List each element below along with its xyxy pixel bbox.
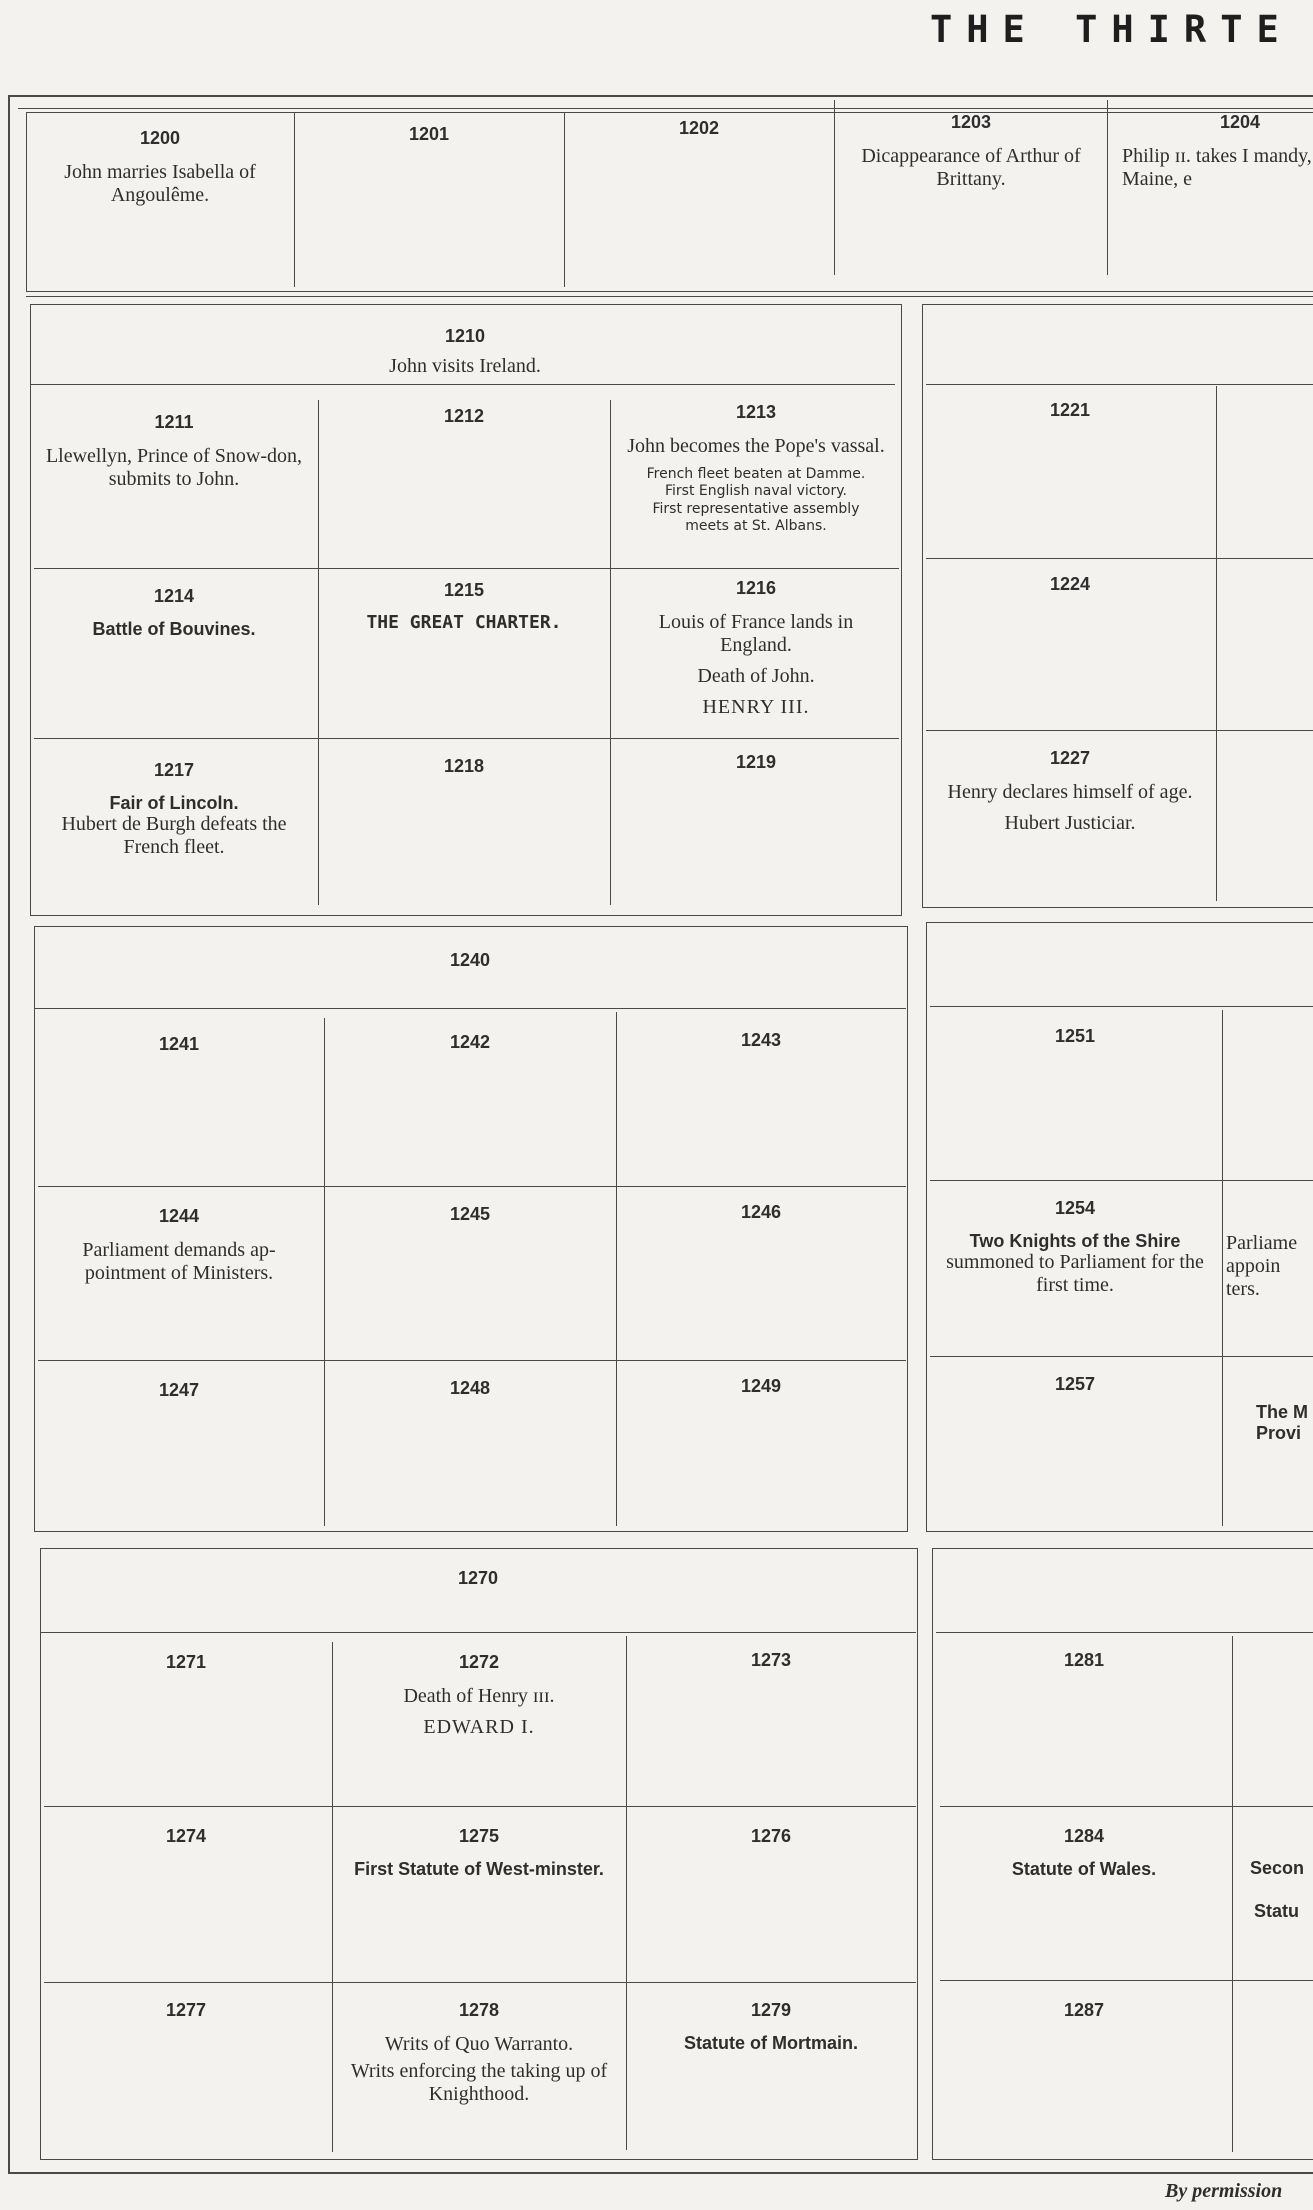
year-label: 1273 — [750, 1650, 792, 1670]
col-rule — [626, 1636, 627, 2150]
year-cell-1257 — [930, 1374, 1220, 1407]
event-text: summoned to Parliament for the first time. — [946, 1251, 1204, 1297]
year-cell-1272 — [334, 1652, 624, 1739]
year-label: 1242 — [449, 1032, 491, 1052]
event-text: Henry declares himself of age. — [947, 780, 1193, 803]
year-label: 1227 — [1049, 748, 1091, 768]
year-cell-1202 — [566, 118, 832, 151]
year-cell-1277 — [42, 2000, 330, 2033]
row1-divider — [294, 112, 295, 287]
year-label: 1281 — [1063, 1650, 1105, 1670]
row-rule — [38, 1186, 906, 1187]
fragment-1255 — [1224, 1232, 1313, 1301]
event-text: Dicappearance of Arthur of Brittany. — [861, 144, 1081, 190]
event-text: Death of John. — [697, 664, 815, 687]
event-note: First representative assembly meets at St. Albans. — [652, 500, 860, 535]
year-label: 1248 — [449, 1378, 491, 1398]
row-rule — [38, 1360, 906, 1361]
event-text: John visits Ireland. — [389, 354, 541, 377]
event-text: Hubert Justiciar. — [1004, 811, 1136, 834]
decade-header-1210 — [30, 326, 900, 378]
year-cell-1217 — [32, 760, 316, 859]
year-label: 1247 — [158, 1380, 200, 1400]
year-cell-1218 — [320, 756, 608, 789]
year-label: 1224 — [1049, 574, 1091, 594]
year-label: 1245 — [449, 1204, 491, 1224]
year-label: 1219 — [735, 752, 777, 772]
row-rule — [930, 1356, 1313, 1357]
year-label: 1271 — [165, 1652, 207, 1672]
year-cell-1249 — [618, 1376, 904, 1409]
year-label: 1215 — [443, 580, 485, 600]
year-cell-1203 — [836, 112, 1106, 191]
reign-label: EDWARD I. — [423, 1715, 535, 1738]
year-cell-1273 — [628, 1650, 914, 1683]
decade-header-1270 — [40, 1568, 916, 1601]
year-cell-1254 — [930, 1198, 1220, 1297]
year-cell-1244 — [36, 1206, 322, 1285]
year-label: 1246 — [740, 1202, 782, 1222]
year-label: 1217 — [153, 760, 195, 780]
year-label: 1218 — [443, 756, 485, 776]
row-rule — [44, 1982, 916, 1983]
row1-divider — [1107, 100, 1108, 275]
event-note: French fleet beaten at Damme. — [646, 465, 866, 482]
event-text: Two Knights of the Shire — [969, 1230, 1181, 1251]
year-label: 1243 — [740, 1030, 782, 1050]
year-cell-1204 — [1110, 112, 1313, 191]
year-label: 1272 — [458, 1652, 500, 1672]
year-label: 1274 — [165, 1826, 207, 1846]
year-cell-1287 — [938, 2000, 1230, 2033]
year-label: 1241 — [158, 1034, 200, 1054]
year-label: 1212 — [443, 406, 485, 426]
event-text: THE GREAT CHARTER. — [366, 611, 562, 633]
year-label: 1211 — [154, 412, 194, 432]
year-cell-1271 — [42, 1652, 330, 1685]
year-label: 1275 — [458, 1826, 500, 1846]
year-label: 1244 — [158, 1206, 200, 1226]
event-text: Llewellyn, Prince of Snow-don, submits to John. — [45, 444, 303, 490]
year-label: 1216 — [735, 578, 777, 598]
decade-header-rule — [40, 1632, 916, 1633]
year-label: 1204 — [1219, 112, 1261, 132]
decade-header-rule — [930, 1006, 1313, 1007]
row-rule — [34, 738, 899, 739]
event-note: First English naval victory. — [665, 483, 847, 500]
year-label: 1214 — [153, 586, 195, 606]
year-label: 1270 — [457, 1568, 499, 1588]
decade-header-rule — [936, 1632, 1313, 1633]
year-cell-1279 — [628, 2000, 914, 2053]
year-cell-1242 — [326, 1032, 614, 1065]
year-label: 1202 — [678, 118, 720, 138]
row1-divider — [834, 100, 835, 275]
row-rule — [34, 568, 899, 569]
year-label: 1221 — [1049, 400, 1091, 420]
year-label: 1277 — [165, 2000, 207, 2020]
event-text: Louis of France lands in England. — [658, 610, 854, 656]
col-rule — [610, 400, 611, 905]
year-label: 1203 — [950, 112, 992, 132]
year-cell-1214 — [32, 586, 316, 639]
event-text: Battle of Bouvines. — [92, 618, 256, 639]
year-cell-1284 — [938, 1826, 1230, 1879]
event-text: Writs enforcing the taking up of Knighthood. — [350, 2059, 608, 2105]
year-label: 1287 — [1063, 2000, 1105, 2020]
year-cell-1221 — [926, 400, 1214, 433]
col-rule — [1216, 386, 1217, 901]
row-rule — [940, 1806, 1313, 1807]
year-cell-1275 — [334, 1826, 624, 1879]
event-text: Death of Henry ɪɪɪ. — [403, 1684, 555, 1707]
event-text: John marries Isabella of Angoulême. — [64, 160, 256, 206]
event-text: Statu — [1254, 1900, 1299, 1921]
row-rule — [930, 1180, 1313, 1181]
year-cell-1224 — [926, 574, 1214, 607]
event-text: Statute of Wales. — [1011, 1858, 1157, 1879]
event-text: Secon — [1250, 1858, 1305, 1878]
year-cell-1248 — [326, 1378, 614, 1411]
col-rule — [1222, 1010, 1223, 1526]
year-cell-1251 — [930, 1026, 1220, 1059]
event-text: Statute of Mortmain. — [684, 2032, 858, 2053]
year-cell-1200 — [30, 128, 290, 207]
event-text: The M Provi — [1256, 1402, 1308, 1443]
event-text: Parliament demands ap-pointment of Ministers. — [82, 1238, 276, 1284]
page-title: THE THIRTE — [930, 8, 1293, 51]
row-rule — [940, 1980, 1313, 1981]
year-label: 1201 — [408, 124, 450, 144]
col-rule — [332, 1642, 333, 2152]
event-text: Hubert de Burgh defeats the French fleet. — [61, 813, 287, 859]
row-rule — [926, 558, 1313, 559]
year-label: 1284 — [1063, 1826, 1105, 1846]
year-label: 1249 — [740, 1376, 782, 1396]
year-label: 1257 — [1054, 1374, 1096, 1394]
reign-label: HENRY III. — [702, 695, 810, 718]
frame-top-rule — [18, 108, 1313, 109]
year-cell-1219 — [614, 752, 898, 785]
col-rule — [324, 1018, 325, 1526]
col-rule — [1232, 1636, 1233, 2152]
year-cell-1246 — [618, 1202, 904, 1235]
year-cell-1215 — [320, 580, 608, 633]
decade-header-1240 — [34, 950, 906, 983]
year-cell-1227 — [926, 748, 1214, 835]
col-rule — [318, 400, 319, 905]
event-text: John becomes the Pope's vassal. — [627, 434, 885, 457]
event-text: Parliame appoin ters. — [1226, 1232, 1298, 1300]
decade-header-rule — [926, 384, 1313, 385]
year-label: 1254 — [1054, 1198, 1096, 1218]
year-cell-1212 — [320, 406, 608, 439]
year-cell-1274 — [42, 1826, 330, 1859]
year-label: 1210 — [444, 326, 486, 346]
row1-divider — [564, 112, 565, 287]
decade-header-rule — [30, 384, 895, 385]
footer-credit: By permission — [1165, 2180, 1283, 2202]
year-label: 1279 — [750, 2000, 792, 2020]
fragment-1258 — [1256, 1402, 1313, 1443]
year-label: 1276 — [750, 1826, 792, 1846]
year-cell-1211 — [32, 412, 316, 491]
year-cell-1243 — [618, 1030, 904, 1063]
year-label: 1251 — [1054, 1026, 1096, 1046]
year-label: 1213 — [735, 402, 777, 422]
event-text: Writs of Quo Warranto. — [384, 2032, 574, 2055]
row1-bottom-rule — [26, 296, 1313, 297]
year-cell-1247 — [36, 1380, 322, 1413]
year-cell-1201 — [296, 124, 562, 157]
col-rule — [616, 1012, 617, 1526]
row-rule — [44, 1806, 916, 1807]
year-label: 1200 — [139, 128, 181, 148]
year-cell-1276 — [628, 1826, 914, 1859]
event-text: Philip ɪɪ. takes I mandy, Maine, e — [1122, 144, 1312, 190]
year-cell-1245 — [326, 1204, 614, 1237]
event-text: First Statute of West-minster. — [354, 1858, 604, 1879]
year-cell-1281 — [938, 1650, 1230, 1683]
year-cell-1213 — [614, 402, 898, 536]
year-label: 1240 — [449, 950, 491, 970]
event-text: Fair of Lincoln. — [109, 792, 239, 813]
year-cell-1278 — [334, 2000, 624, 2106]
year-cell-1241 — [36, 1034, 322, 1067]
fragment-1285 — [1250, 1858, 1313, 1921]
decade-header-rule — [34, 1008, 906, 1009]
year-label: 1278 — [458, 2000, 500, 2020]
year-cell-1216 — [614, 578, 898, 719]
row-rule — [926, 730, 1313, 731]
